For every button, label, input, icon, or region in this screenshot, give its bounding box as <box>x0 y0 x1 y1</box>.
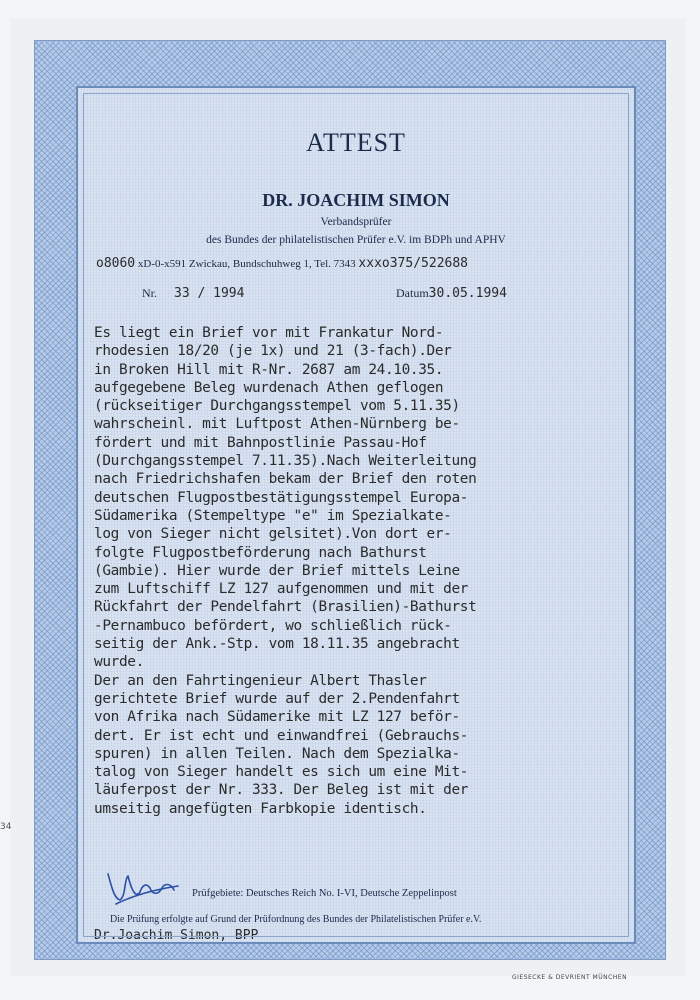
expert-name: DR. JOACHIM SIMON <box>262 190 450 210</box>
body-line: Rückfahrt der Pendelfahrt (Brasilien)-Bathurst <box>94 599 477 616</box>
number-label: Nr. <box>142 286 157 300</box>
date-value: 30.05.1994 <box>428 286 507 301</box>
address-text: xD-0-x591 Zwickau, Bundschuhweg 1, Tel. 7343 <box>137 258 356 270</box>
date-label: Datum <box>396 286 429 300</box>
body-line: folgte Flugpostbeförderung nach Bathurst <box>94 544 427 561</box>
body-line: -Pernambuco befördert, wo schließlich rück- <box>94 617 452 634</box>
address-row <box>96 256 626 271</box>
body-line: von Afrika nach Südamerike mit LZ 127 beför- <box>94 709 460 726</box>
body-line: (Durchgangsstempel 7.11.35).Nach Weiterleitung <box>94 453 477 470</box>
body-line: seitig der Ank.-Stp. vom 18.11.35 angebracht <box>94 636 460 653</box>
body-line: nach Friedrichshafen bekam der Brief den roten <box>94 471 477 488</box>
number-value: 33 / 1994 <box>174 286 245 301</box>
printer-mark: GIESECKE & DEVRIENT MÜNCHEN <box>512 974 628 981</box>
body-line: wahrscheinl. mit Luftpost Athen-Nürnberg be- <box>94 416 460 433</box>
body-line: gerichtete Brief wurde auf der 2.Pendenfahrt <box>94 690 460 707</box>
body-line: (Gambie). Hier wurde der Brief mittels Leine <box>94 562 460 579</box>
body-line: Der an den Fahrtingenieur Albert Thasler <box>94 672 427 689</box>
body-line: Es liegt ein Brief vor mit Frankatur Nord- <box>94 325 444 341</box>
certificate-title: ATTEST <box>306 128 406 157</box>
regulation-note: Die Prüfung erfolgte auf Grund der Prüfordnung des Bundes der Philatelistischen Prüfer e.V. <box>110 914 482 925</box>
phone-number: xxxo375/522688 <box>358 256 468 271</box>
handwritten-signature <box>102 866 182 908</box>
body-line: log von Sieger nicht gelsitet).Von dort er- <box>94 526 452 543</box>
signer-name: Dr.Joachim Simon, BPP <box>94 928 259 943</box>
body-line: deutschen Flugpostbestätigungsstempel Europa- <box>94 489 469 506</box>
body-line: dert. Er ist echt und einwandfrei (Gebrauchs- <box>94 727 469 744</box>
body-line: fördert und mit Bahnpostlinie Passau-Hof <box>94 434 427 451</box>
certificate-sheet <box>10 18 686 976</box>
body-line: Südamerika (Stempeltype "e" im Spezialkate- <box>94 507 452 524</box>
body-line: wurde. <box>94 654 144 671</box>
expert-role: Verbandsprüfer <box>320 216 392 228</box>
certificate-date <box>396 286 507 301</box>
body-line: zum Luftschiff LZ 127 aufgenommen und mit der <box>94 581 469 598</box>
certificate-panel <box>76 86 636 944</box>
body-line: aufgegebene Beleg wurdenach Athen geflogen <box>94 379 444 396</box>
body-line: talog von Sieger handelt es sich um eine Mit- <box>94 764 469 781</box>
certificate-body <box>94 324 626 818</box>
body-line: läuferpost der Nr. 333. Der Beleg ist mit der <box>94 782 469 799</box>
body-line: rhodesien 18/20 (je 1x) und 21 (3-fach).Der <box>94 343 452 360</box>
body-line: in Broken Hill mit R-Nr. 2687 am 24.10.35. <box>94 361 444 378</box>
certificate-number <box>142 286 244 301</box>
body-line: spuren) in allen Teilen. Nach dem Spezialka- <box>94 745 460 762</box>
body-line: (rückseitiger Durchgangsstempel vom 5.11.35) <box>94 398 460 415</box>
association-line: des Bundes der philatelistischen Prüfer e.V. im BDPh und APHV <box>206 234 506 246</box>
address-prefix: o8060 <box>96 256 136 271</box>
body-line: umseitig angefügten Farbkopie identisch. <box>94 800 427 817</box>
margin-mark: 34 <box>0 822 12 832</box>
scope-label: Prüfgebiete: Deutsches Reich No. I-VI, Deutsche Zeppelinpost <box>192 888 457 899</box>
